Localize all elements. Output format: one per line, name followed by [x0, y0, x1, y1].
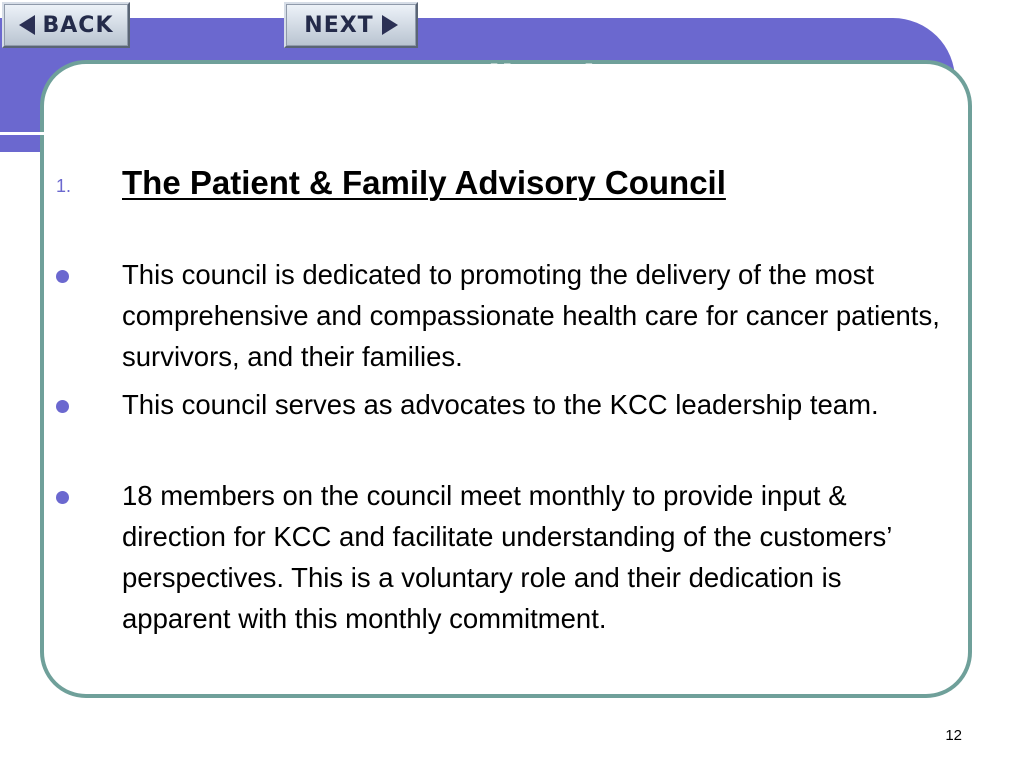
section-heading: The Patient & Family Advisory Council — [122, 164, 726, 201]
list-item: This council is dedicated to promoting the delivery of the most comprehensive and compassionate health care for cancer patients, survivors, and their families. — [122, 259, 940, 372]
list-item: This council serves as advocates to the KCC leadership team. — [122, 389, 879, 420]
back-button-label: BACK — [42, 12, 114, 38]
list-number: 1. — [56, 176, 72, 196]
page-number: 12 — [945, 727, 962, 744]
next-button-label: NEXT — [304, 12, 374, 38]
bullet-dot-icon — [56, 491, 69, 504]
list-item: 18 members on the council meet monthly to provide input & direction for KCC and facilitate understanding of the customers’ perspectives. This is a voluntary role and their dedication is apparent with this monthly commitment. — [122, 480, 892, 634]
bullet-dot-icon — [56, 400, 69, 413]
bullet-dot-icon — [56, 270, 69, 283]
page-title: Feedback Programs — [390, 55, 843, 108]
